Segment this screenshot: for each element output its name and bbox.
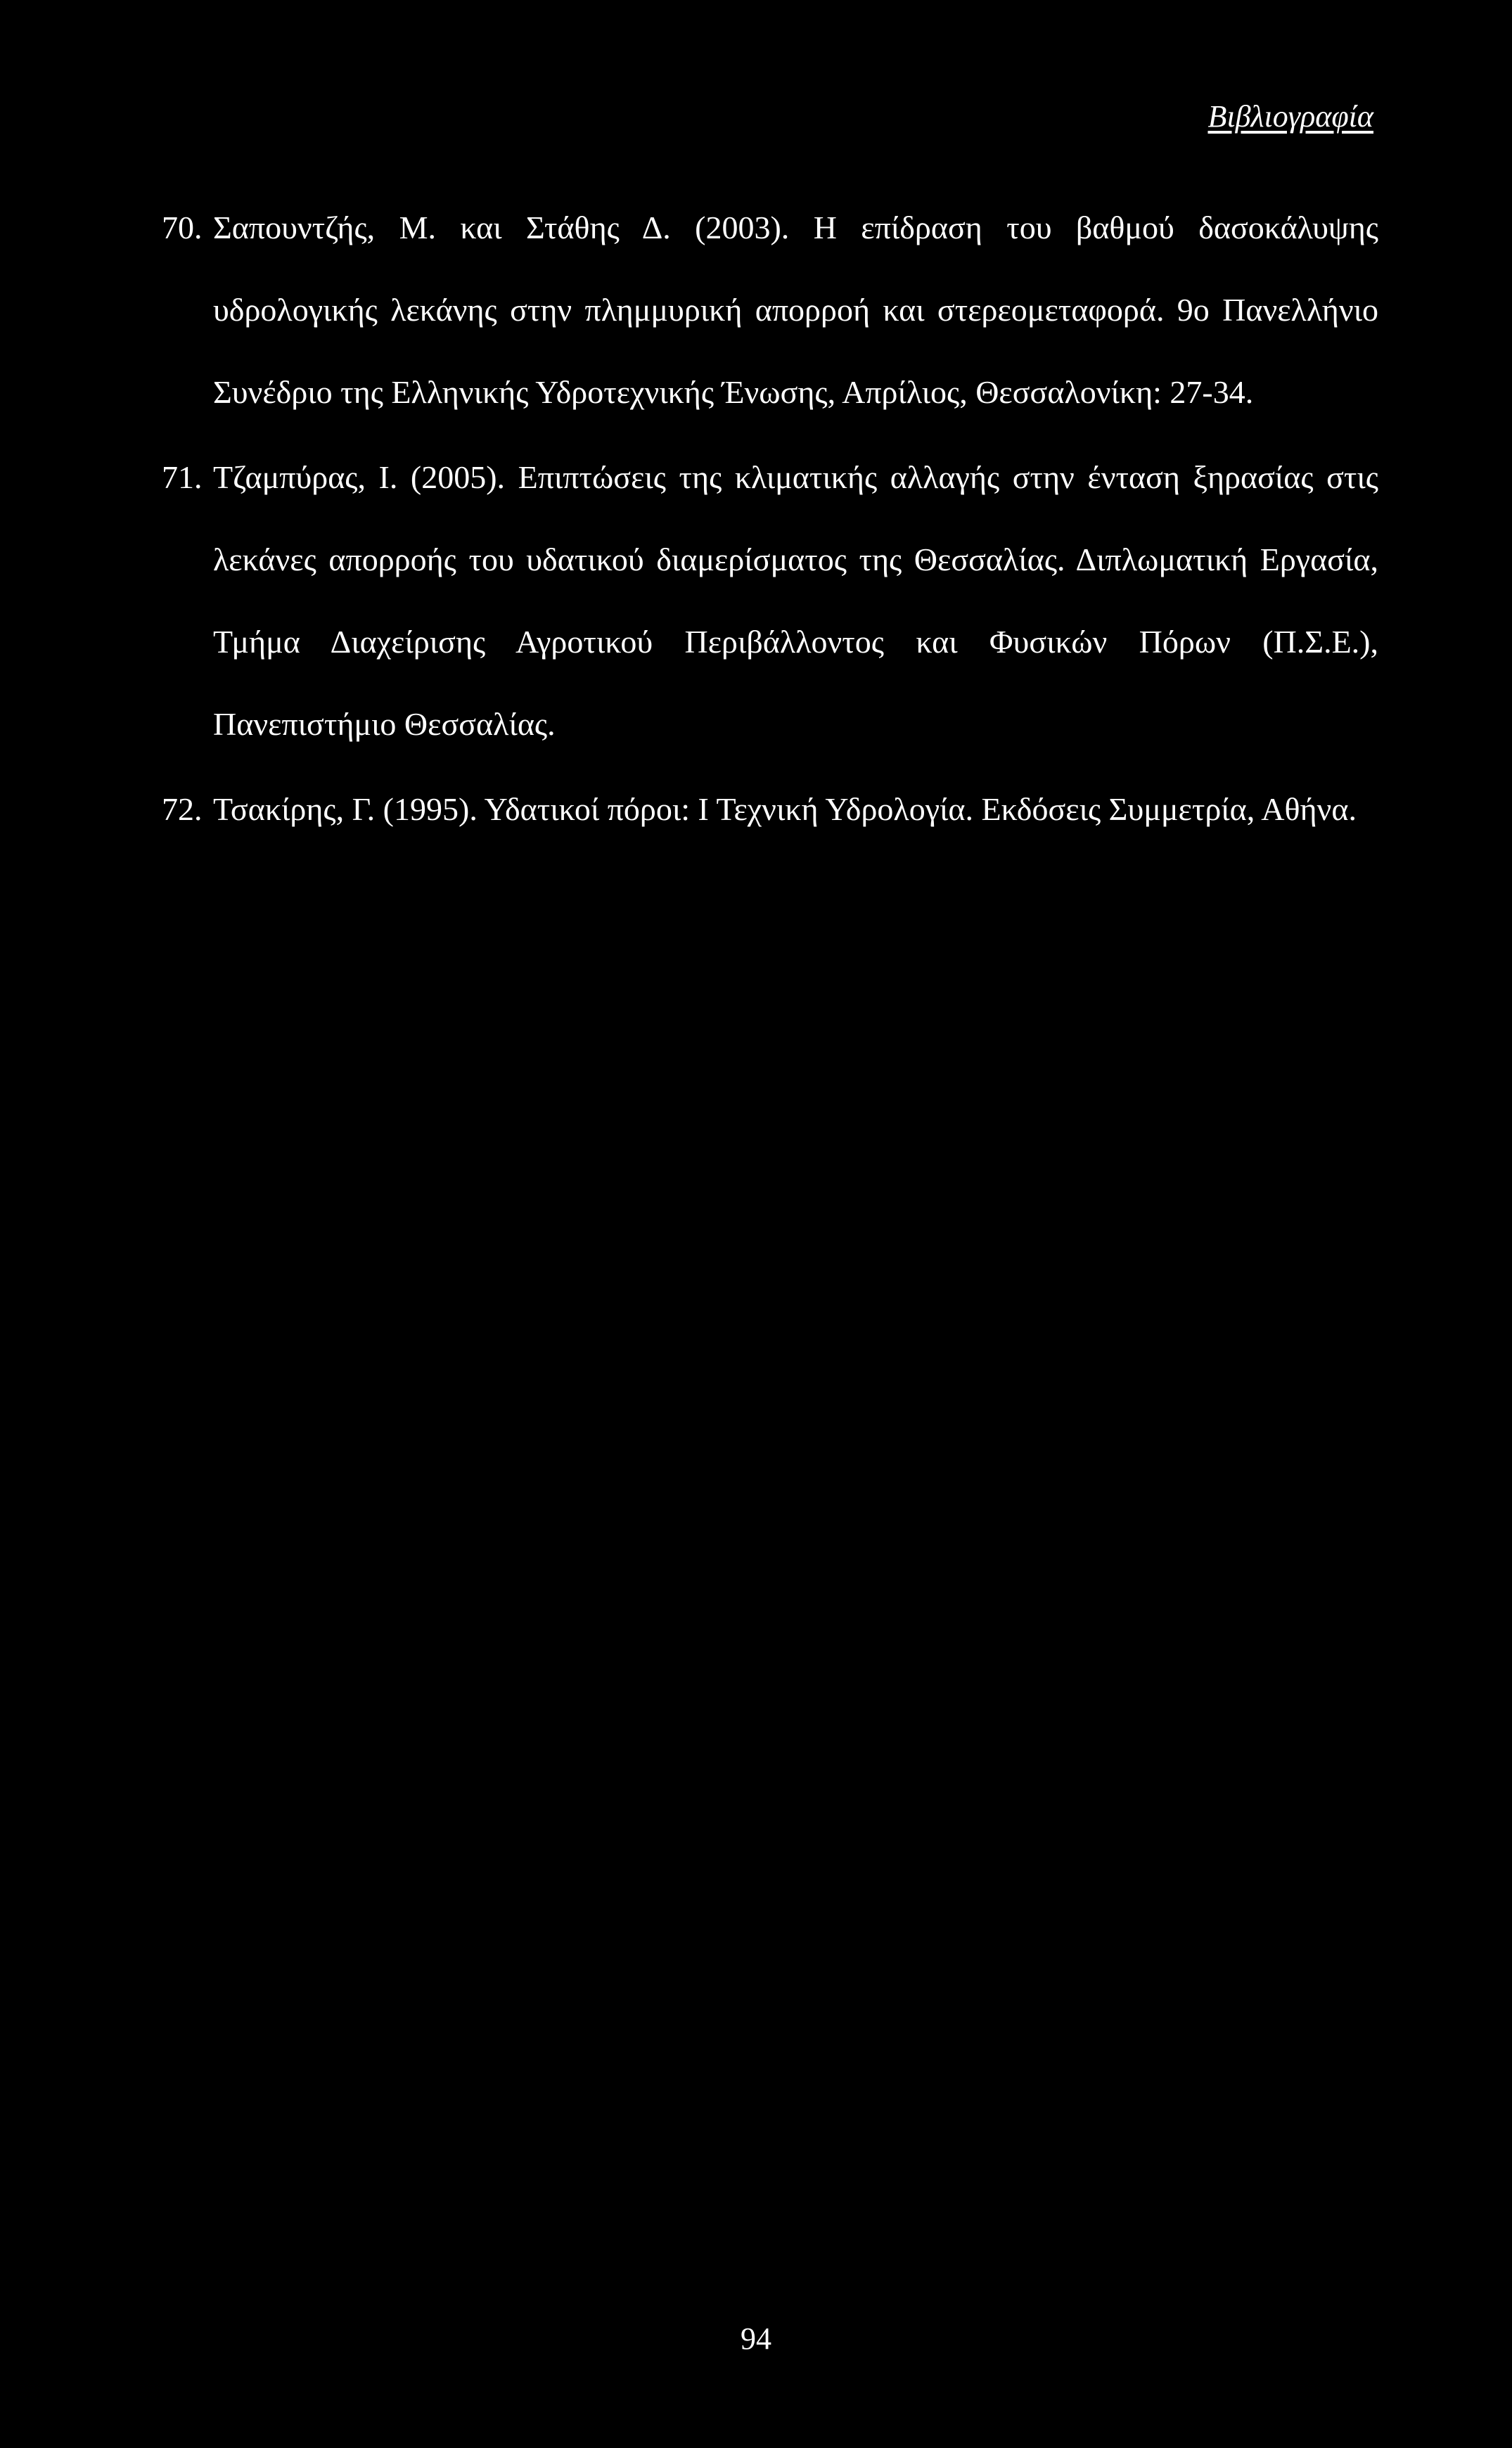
reference-number: 71. [162,459,203,495]
page-header-title: Βιβλιογραφία [1207,99,1373,134]
reference-text: Σαπουντζής, Μ. και Στάθης Δ. (2003). Η επίδραση του βαθμού δασοκάλυψης υδρολογικής λεκάνης στην πλημμυρική απορροή και στερεομεταφορά. 9ο Πανελλήνιο Συνέδριο της Ελληνικής Υδροτεχνικής Ένωσης, Απρίλιος, Θεσσαλονίκη: 27-34. [213,210,1378,410]
reference-list [162,186,1378,853]
reference-item [162,436,1378,765]
reference-text: Τσακίρης, Γ. (1995). Υδατικοί πόροι: Ι Τεχνική Υδρολογία. Εκδόσεις Συμμετρία, Αθήνα. [213,791,1357,827]
reference-number: 72. [162,791,203,827]
reference-text: Τζαμπύρας, Ι. (2005). Επιπτώσεις της κλιματικής αλλαγής στην ένταση ξηρασίας στις λεκάνες απορροής του υδατικού διαμερίσματος της Θεσσαλίας. Διπλωματική Εργασία, Τμήμα Διαχείρισης Αγροτικού Περιβάλλοντος και Φυσικών Πόρων (Π.Σ.Ε.), Πανεπιστήμιο Θεσσαλίας. [213,459,1378,742]
page-number: 94 [741,2321,771,2356]
reference-number: 70. [162,210,203,245]
reference-item [162,768,1378,850]
reference-item [162,186,1378,433]
